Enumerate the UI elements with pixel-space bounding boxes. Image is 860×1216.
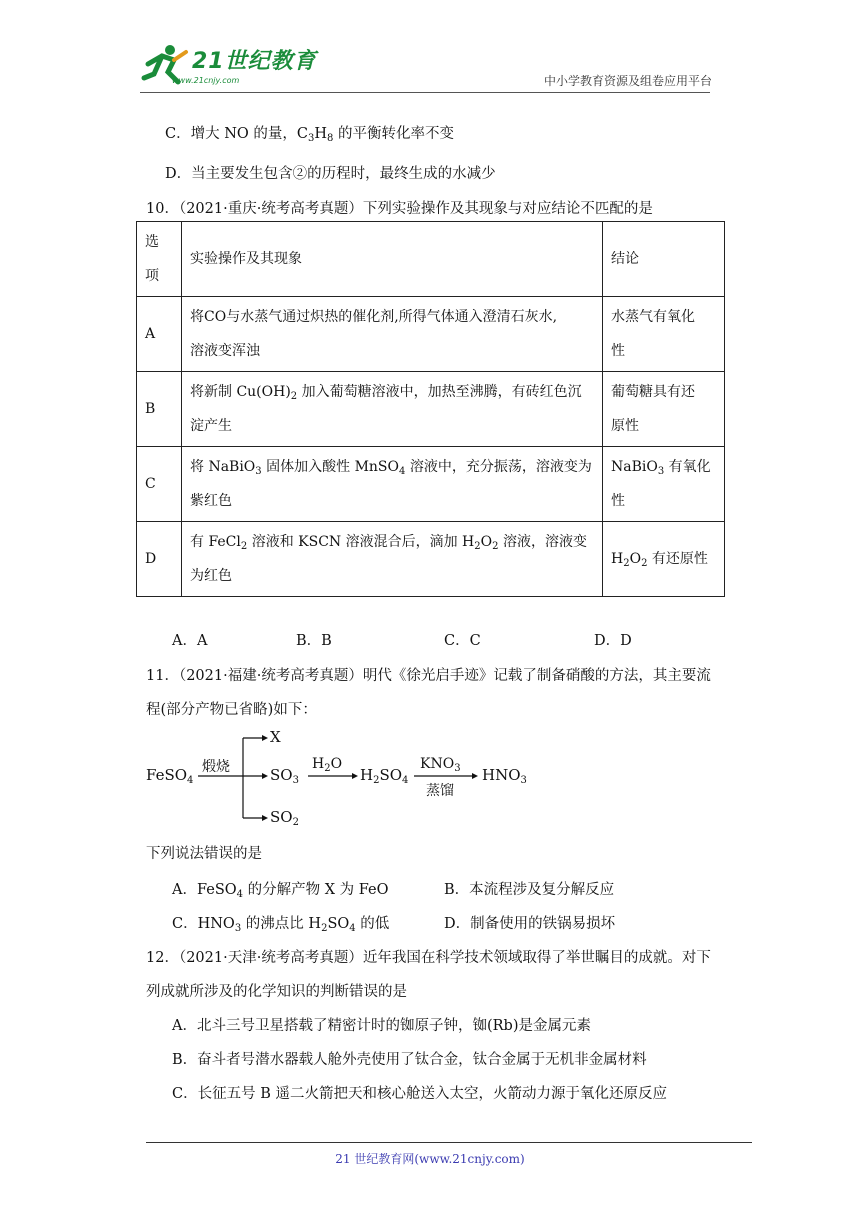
flow-start: FeSO$_4$ [146, 766, 194, 786]
row-conclusion: $H_2O_2$ 有还原性 [603, 522, 725, 597]
header-option: 选 项 [137, 222, 182, 297]
flow-branch-bottom: $SO_2$ [270, 808, 299, 828]
q11-choice-d: D．制备使用的铁锅易损坏 [444, 916, 616, 932]
q11-choice-b: B．本流程涉及复分解反应 [444, 882, 615, 898]
flow-step3-top: $KNO_3$ [420, 756, 461, 774]
q12-choice-c: C．长征五号 B 遥二火箭把天和核心舱送入太空，火箭动力源于氧化还原反应 [172, 1086, 667, 1102]
row-operation: 将CO与水蒸气通过炽热的催化剂,所得气体通入澄清石灰水, 溶液变浑浊 [182, 297, 603, 372]
flow-step1: 煅烧 [202, 759, 230, 775]
q11-stem-line2: 程(部分产物已省略)如下： [146, 702, 317, 718]
row-operation: 有 FeCl$_2$ 溶液和 KSCN 溶液混合后，滴加 $H_2O_2$ 溶液，溶液变 为红色 [182, 522, 603, 597]
q11-flow-diagram [146, 722, 546, 834]
q10-table [136, 221, 725, 597]
row-option: D [137, 522, 182, 597]
q10-choice-c: C．C [444, 633, 481, 649]
table-header-row [137, 222, 725, 297]
row-option: C [137, 447, 182, 522]
row-option: B [137, 372, 182, 447]
flow-step3-bottom: 蒸馏 [426, 783, 454, 799]
table-row [137, 372, 725, 447]
logo-url: www.21cnjy.com [172, 76, 240, 85]
q12-stem-line2: 列成就所涉及的化学知识的判断错误的是 [146, 984, 407, 1000]
q10-choice-d: D．D [594, 633, 632, 649]
flow-branch-top: X [270, 728, 281, 746]
row-conclusion: 葡萄糖具有还 原性 [603, 372, 725, 447]
table-row [137, 522, 725, 597]
header-conclusion: 结论 [603, 222, 725, 297]
q12-stem-line1: 12．（2021·天津·统考高考真题）近年我国在科学技术领域取得了举世瞩目的成就。对下 [146, 950, 711, 966]
q10-stem: 10．（2021·重庆·统考高考真题）下列实验操作及其现象与对应结论不匹配的是 [146, 201, 653, 217]
table-row [137, 297, 725, 372]
q11-choice-a: A．FeSO$_4$ 的分解产物 X 为 FeO [172, 882, 389, 900]
q10-choice-b: B．B [296, 633, 332, 649]
footer-divider [146, 1142, 752, 1143]
header-operation: 实验操作及其现象 [182, 222, 603, 297]
row-operation: 将 NaBiO$_3$ 固体加入酸性 MnSO$_4$ 溶液中，充分振荡，溶液变为 紫红色 [182, 447, 603, 522]
flow-branch-mid: $SO_3$ [270, 766, 299, 786]
header-title: 中小学教育资源及组卷应用平台 [543, 74, 712, 88]
row-operation: 将新制 $Cu(OH)_2$ 加入葡萄糖溶液中，加热至沸腾，有砖红色沉 淀产生 [182, 372, 603, 447]
row-conclusion: NaBiO$_3$ 有氧化 性 [603, 447, 725, 522]
flow-step2: $H_2O$ [312, 756, 343, 774]
q11-stem-line1: 11．（2021·福建·统考高考真题）明代《徐光启手迹》记载了制备硝酸的方法，其主要流 [146, 668, 711, 684]
site-logo [140, 40, 317, 94]
q11-question: 下列说法错误的是 [146, 846, 262, 862]
row-option: A [137, 297, 182, 372]
row-conclusion: 水蒸气有氧化 性 [603, 297, 725, 372]
q10-choice-a: A．A [172, 633, 208, 649]
q9-option-d: D．当主要发生包含②的历程时，最终生成的水减少 [165, 166, 496, 182]
q12-choice-b: B．奋斗者号潜水器载人舱外壳使用了钛合金，钛合金属于无机非金属材料 [172, 1052, 647, 1068]
header-divider [140, 92, 710, 93]
flow-product2: $H_2SO_4$ [360, 766, 409, 786]
q11-choice-c: C．$HNO_3$ 的沸点比 $H_2SO_4$ 的低 [172, 916, 390, 934]
q9-option-c: C．增大 NO 的量，$C_3H_8$ 的平衡转化率不变 [165, 126, 454, 144]
q12-choice-a: A．北斗三号卫星搭载了精密计时的铷原子钟，铷(Rb)是金属元素 [172, 1018, 591, 1034]
table-row [137, 447, 725, 522]
logo-text: 21世纪教育 [192, 49, 317, 74]
flow-product3: $HNO_3$ [482, 766, 527, 786]
footer-text: 21 世纪教育网(www.21cnjy.com) [335, 1152, 525, 1166]
